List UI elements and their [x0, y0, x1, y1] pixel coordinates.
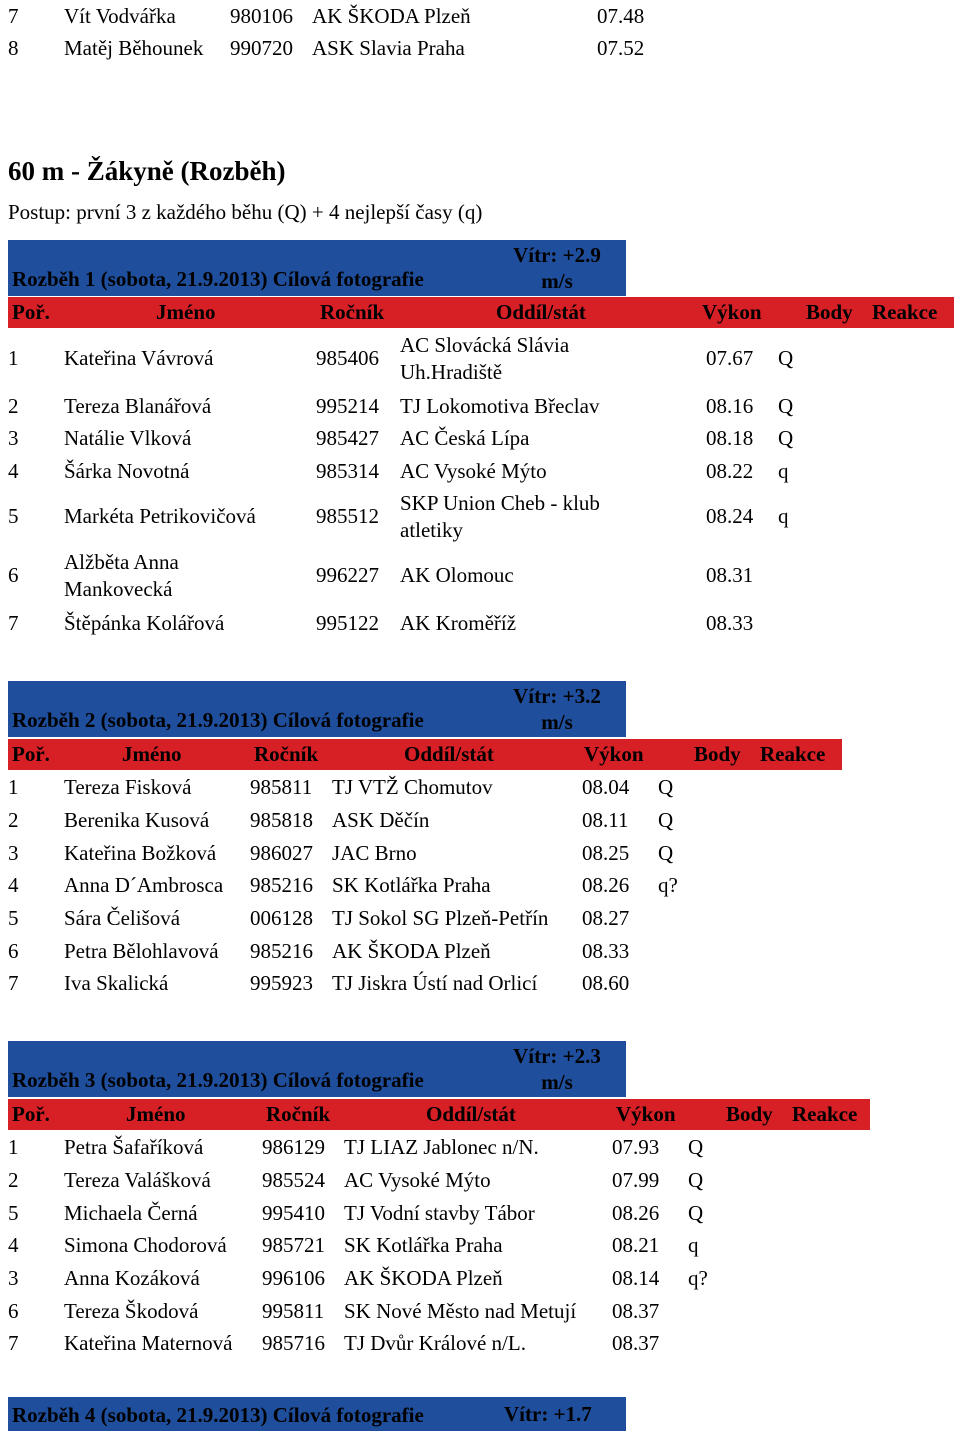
cell-year: 995122 [316, 611, 379, 635]
col-points: Body [726, 1102, 773, 1126]
cell-time: 08.18 [706, 426, 754, 450]
cell-name: Anna D´Ambrosca [64, 873, 224, 897]
cell-time: 07.48 [597, 4, 645, 28]
cell-club: TJ Dvůr Králové n/L. [344, 1331, 526, 1355]
cell-time: 08.37 [612, 1299, 660, 1323]
cell-time: 08.04 [582, 775, 630, 799]
wind-reading: Vítr: +2.3 [513, 1044, 601, 1068]
cell-name: Štěpánka Kolářová [64, 611, 225, 635]
cell-year: 995811 [262, 1299, 325, 1323]
heat-title: Rozběh 4 (sobota, 21.9.2013) Cílová fotografie [12, 1403, 424, 1427]
heat-1-header [8, 240, 626, 296]
cell-name: Sára Čelišová [64, 906, 181, 930]
cell-qualification: Q [778, 426, 794, 450]
cell-time: 08.22 [706, 459, 754, 483]
cell-year: 985427 [316, 426, 379, 450]
col-time: Výkon [584, 742, 644, 766]
cell-time: 08.21 [612, 1233, 660, 1257]
col-por: Poř. [12, 300, 50, 324]
table-row [8, 391, 954, 423]
cell-qualification: Q [688, 1135, 704, 1159]
section-title: 60 m - Žákyně (Rozběh) [8, 156, 286, 186]
cell-por: 2 [8, 808, 19, 832]
cell-qualification: q [778, 459, 789, 483]
col-reaction: Reakce [792, 1102, 858, 1126]
cell-qualification: q? [688, 1266, 708, 1290]
cell-por: 7 [8, 1331, 19, 1355]
cell-year: 986027 [250, 841, 313, 865]
cell-year: 985216 [250, 873, 313, 897]
cell-por: 7 [8, 971, 19, 995]
cell-time: 08.33 [706, 611, 754, 635]
heat-1-column-header [8, 297, 954, 328]
cell-time: 08.14 [612, 1266, 660, 1290]
cell-time: 07.67 [706, 346, 754, 370]
cell-club: AC Česká Lípa [400, 426, 530, 450]
col-name: Jméno [126, 1102, 186, 1126]
table-row [8, 903, 842, 935]
heat-2-header [8, 681, 626, 737]
cell-por: 5 [8, 1201, 19, 1225]
wind-reading: Vítr: +2.9 [513, 243, 601, 267]
col-club: Oddíl/stát [496, 300, 586, 324]
cell-year: 980106 [230, 4, 293, 28]
cell-name: Berenika Kusová [64, 808, 210, 832]
table-row [8, 1328, 870, 1360]
cell-time: 08.16 [706, 394, 754, 418]
cell-qualification: Q [688, 1201, 704, 1225]
cell-club: TJ Lokomotiva Břeclav [400, 394, 600, 418]
cell-year: 996227 [316, 563, 379, 587]
cell-time: 08.37 [612, 1331, 660, 1355]
cell-por: 4 [8, 459, 19, 483]
cell-club: ASK Děčín [332, 808, 430, 832]
cell-year: 985512 [316, 504, 379, 528]
cell-name: Kateřina Božková [64, 841, 217, 865]
cell-por: 3 [8, 841, 19, 865]
wind-unit: m/s [541, 1070, 573, 1094]
table-row [8, 332, 954, 388]
cell-time: 08.26 [582, 873, 630, 897]
cell-name: Matěj Běhounek [64, 36, 204, 60]
cell-name: Simona Chodorová [64, 1233, 227, 1257]
cell-year: 006128 [250, 906, 313, 930]
cell-year: 985406 [316, 346, 379, 370]
cell-por: 3 [8, 426, 19, 450]
cell-time: 08.26 [612, 1201, 660, 1225]
cell-club: AK Olomouc [400, 563, 514, 587]
cell-qualification: Q [658, 775, 674, 799]
col-year: Ročník [266, 1102, 331, 1126]
cell-name: Petra Šafaříková [64, 1135, 204, 1159]
cell-club: SKP Union Cheb - klub atletiky [400, 491, 600, 542]
cell-club: TJ Sokol SG Plzeň-Petřín [332, 906, 549, 930]
cell-qualification: Q [778, 394, 794, 418]
cell-por: 6 [8, 563, 19, 587]
cell-time: 08.25 [582, 841, 630, 865]
cell-qualification: Q [778, 346, 794, 370]
heat-3-header [8, 1041, 626, 1097]
cell-por: 1 [8, 775, 19, 799]
heat-title: Rozběh 1 (sobota, 21.9.2013) Cílová fotografie [12, 267, 424, 291]
cell-club: TJ Vodní stavby Tábor [344, 1201, 535, 1225]
col-por: Poř. [12, 742, 50, 766]
cell-club: AK ŠKODA Plzeň [344, 1266, 503, 1290]
table-row [8, 423, 954, 455]
cell-year: 986129 [262, 1135, 325, 1159]
cell-year: 996106 [262, 1266, 325, 1290]
cell-por: 2 [8, 1168, 19, 1192]
cell-name: Šárka Novotná [64, 459, 190, 483]
table-row [8, 968, 842, 1000]
cell-name: Natálie Vlková [64, 426, 192, 450]
wind-unit: m/s [541, 269, 573, 293]
cell-club: AC Vysoké Mýto [400, 459, 547, 483]
cell-name: Michaela Černá [64, 1201, 198, 1225]
col-name: Jméno [122, 742, 182, 766]
cell-club: JAC Brno [332, 841, 417, 865]
cell-por: 5 [8, 906, 19, 930]
cell-year: 990720 [230, 36, 293, 60]
cell-club: SK Kotlářka Praha [344, 1233, 503, 1257]
cell-name: Tereza Fisková [64, 775, 192, 799]
cell-year: 985314 [316, 459, 379, 483]
table-row [8, 1198, 870, 1230]
cell-name: Petra Bělohlavová [64, 939, 219, 963]
cell-time: 07.99 [612, 1168, 660, 1192]
wind-reading: Vítr: +1.7 [504, 1402, 592, 1426]
cell-club: TJ Jiskra Ústí nad Orlicí [332, 971, 538, 995]
cell-por: 1 [8, 346, 19, 370]
col-reaction: Reakce [760, 742, 826, 766]
table-row [8, 490, 954, 546]
cell-name: Tereza Valášková [64, 1168, 211, 1192]
heat-title: Rozběh 3 (sobota, 21.9.2013) Cílová fotografie [12, 1068, 424, 1092]
cell-club: AK ŠKODA Plzeň [332, 939, 491, 963]
cell-qualification: Q [658, 808, 674, 832]
cell-year: 985818 [250, 808, 313, 832]
cell-name: Kateřina Vávrová [64, 346, 214, 370]
table-row [8, 772, 842, 804]
col-club: Oddíl/stát [404, 742, 494, 766]
cell-year: 985216 [250, 939, 313, 963]
cell-time: 08.27 [582, 906, 630, 930]
cell-club: AC Slovácká Slávia Uh.Hradiště [400, 333, 570, 384]
cell-qualification: q [778, 504, 789, 528]
col-por: Poř. [12, 1102, 50, 1126]
cell-name: Iva Skalická [64, 971, 169, 995]
cell-name: Alžběta Anna Mankovecká [64, 550, 179, 601]
col-year: Ročník [320, 300, 385, 324]
col-time: Výkon [616, 1102, 676, 1126]
cell-por: 7 [8, 611, 19, 635]
cell-club: TJ VTŽ Chomutov [332, 775, 493, 799]
wind-unit: m/s [541, 710, 573, 734]
table-row [8, 549, 954, 605]
cell-year: 985811 [250, 775, 313, 799]
cell-club: AK ŠKODA Plzeň [312, 4, 471, 28]
cell-year: 985716 [262, 1331, 325, 1355]
cell-por: 4 [8, 873, 19, 897]
cell-club: AC Vysoké Mýto [344, 1168, 491, 1192]
heat-4-header [8, 1397, 626, 1431]
table-row [8, 1263, 870, 1295]
table-row [8, 456, 954, 488]
cell-por: 5 [8, 504, 19, 528]
cell-name: Kateřina Maternová [64, 1331, 233, 1355]
table-row [8, 936, 842, 968]
wind-reading: Vítr: +3.2 [513, 684, 601, 708]
col-club: Oddíl/stát [426, 1102, 516, 1126]
table-row [8, 838, 842, 870]
table-row [8, 870, 842, 902]
cell-por: 6 [8, 939, 19, 963]
cell-time: 08.31 [706, 563, 754, 587]
cell-year: 985721 [262, 1233, 325, 1257]
table-row [8, 1230, 870, 1262]
cell-time: 08.24 [706, 504, 754, 528]
table-row [8, 805, 842, 837]
cell-por: 7 [8, 4, 19, 28]
cell-club: SK Nové Město nad Metují [344, 1299, 577, 1323]
col-reaction: Reakce [872, 300, 938, 324]
cell-club: AK Kroměříž [400, 611, 517, 635]
cell-name: Anna Kozáková [64, 1266, 200, 1290]
cell-por: 4 [8, 1233, 19, 1257]
cell-club: SK Kotlářka Praha [332, 873, 491, 897]
table-row [8, 1296, 870, 1328]
cell-qualification: Q [688, 1168, 704, 1192]
cell-name: Tereza Škodová [64, 1299, 199, 1323]
table-row [8, 1132, 870, 1164]
cell-club: TJ LIAZ Jablonec n/N. [344, 1135, 539, 1159]
cell-qualification: q [688, 1233, 699, 1257]
cell-por: 2 [8, 394, 19, 418]
cell-year: 995214 [316, 394, 379, 418]
cell-time: 07.52 [597, 36, 645, 60]
col-year: Ročník [254, 742, 319, 766]
cell-name: Vít Vodvářka [64, 4, 176, 28]
cell-name: Tereza Blanářová [64, 394, 212, 418]
cell-year: 985524 [262, 1168, 325, 1192]
cell-time: 08.11 [582, 808, 629, 832]
col-time: Výkon [702, 300, 762, 324]
col-points: Body [694, 742, 741, 766]
heat-title: Rozběh 2 (sobota, 21.9.2013) Cílová fotografie [12, 708, 424, 732]
table-row [8, 608, 954, 640]
cell-name: Markéta Petrikovičová [64, 504, 256, 528]
cell-year: 995410 [262, 1201, 325, 1225]
cell-por: 6 [8, 1299, 19, 1323]
cell-time: 08.33 [582, 939, 630, 963]
col-points: Body [806, 300, 853, 324]
cell-qualification: q? [658, 873, 678, 897]
heat-3-column-header [8, 1099, 870, 1130]
section-subtitle: Postup: první 3 z každého běhu (Q) + 4 nejlepší časy (q) [8, 200, 483, 224]
cell-por: 8 [8, 36, 19, 60]
cell-club: ASK Slavia Praha [312, 36, 465, 60]
heat-2-column-header [8, 739, 842, 770]
cell-qualification: Q [658, 841, 674, 865]
cell-time: 08.60 [582, 971, 630, 995]
cell-time: 07.93 [612, 1135, 660, 1159]
cell-por: 1 [8, 1135, 19, 1159]
col-name: Jméno [156, 300, 216, 324]
cell-por: 3 [8, 1266, 19, 1290]
cell-year: 995923 [250, 971, 313, 995]
table-row [8, 1165, 870, 1197]
